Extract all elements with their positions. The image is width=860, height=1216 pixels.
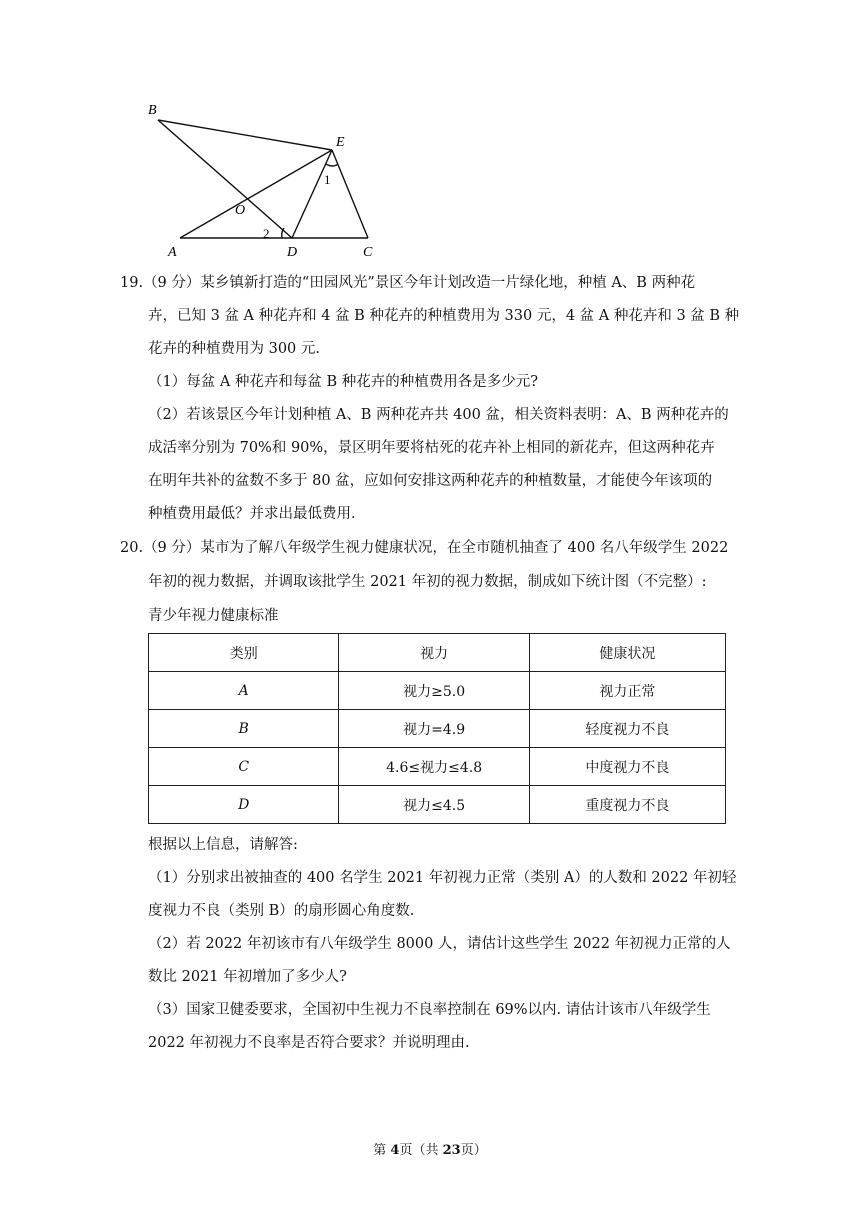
q19-part2-line-3: 在明年共补的盆数不多于 80 盆，应如何安排这两种花卉的种植数量，才能使今年该项的 xyxy=(148,473,713,489)
table-cell-category: D xyxy=(149,786,339,824)
footer-page-number: 4 xyxy=(390,1143,400,1158)
table-header-vision: 视力 xyxy=(339,634,529,672)
label-O: O xyxy=(235,203,246,218)
table-cell-health: 轻度视力不良 xyxy=(529,710,725,748)
footer-prefix: 第 xyxy=(373,1143,391,1158)
q20-part1-line-2: 度视力不良（类别 B）的扇形圆心角度数. xyxy=(148,903,415,919)
table-cell-category: B xyxy=(149,710,339,748)
table-cell-vision: 4.6≤视力≤4.8 xyxy=(339,748,529,786)
q19-line-2: 卉，已知 3 盆 A 种花卉和 4 盆 B 种花卉的种植费用为 330 元，4 盆 A 种花卉和 3 盆 B 种 xyxy=(148,308,740,324)
label-E: E xyxy=(336,135,345,150)
q19-part2-line-2: 成活率分别为 70%和 90%，景区明年要将枯死的花卉补上相同的新花卉，但这两种花卉 xyxy=(148,440,715,456)
page-footer xyxy=(0,1139,860,1158)
table-row xyxy=(149,672,726,710)
footer-suffix: 页） xyxy=(460,1143,487,1158)
segment-DE xyxy=(292,150,332,238)
q20-score: （9 分） xyxy=(143,540,201,556)
q20-intro: 根据以上信息，请解答: xyxy=(148,837,298,853)
q19-score: （9 分） xyxy=(143,275,201,291)
table-header-health: 健康状况 xyxy=(529,634,725,672)
q20-part2-line-2: 数比 2021 年初增加了多少人? xyxy=(148,969,347,985)
q20-line-1: 某市为了解八年级学生视力健康状况，在全市随机抽查了 400 名八年级学生 2022 xyxy=(200,540,729,556)
label-angle-2: 2 xyxy=(263,226,270,241)
label-C: C xyxy=(363,245,373,260)
segment-AE xyxy=(180,150,332,238)
table-header-category: 类别 xyxy=(149,634,339,672)
label-D: D xyxy=(287,245,298,260)
segment-BD xyxy=(158,120,292,238)
label-B: B xyxy=(148,103,157,118)
table-cell-health: 中度视力不良 xyxy=(529,748,725,786)
q19-part2-line-4: 种植费用最低？并求出最低费用. xyxy=(148,506,356,522)
geometry-figure xyxy=(140,98,400,268)
q19-part1: （1）每盆 A 种花卉和每盆 B 种花卉的种植费用各是多少元? xyxy=(148,374,539,390)
q20-part1-line-1: （1）分别求出被抽查的 400 名学生 2021 年初视力正常（类别 A）的人数和 2022 年初轻 xyxy=(148,870,737,886)
table-cell-vision: 视力≥5.0 xyxy=(339,672,529,710)
q20-part3-line-2: 2022 年初视力不良率是否符合要求？并说明理由. xyxy=(148,1035,470,1051)
table-cell-health: 重度视力不良 xyxy=(529,786,725,824)
table-cell-category: C xyxy=(149,748,339,786)
footer-middle: 页（共 xyxy=(399,1143,443,1158)
table-header-row xyxy=(149,634,726,672)
label-angle-1: 1 xyxy=(324,172,331,187)
segment-BE xyxy=(158,120,332,150)
table-cell-category: A xyxy=(149,672,339,710)
q20-part2-line-1: （2）若 2022 年初该市有八年级学生 8000 人，请估计这些学生 2022 年初视力正常的人 xyxy=(148,936,731,952)
table-row xyxy=(149,710,726,748)
segment-EC xyxy=(332,150,368,238)
footer-total-pages: 23 xyxy=(442,1143,461,1158)
q19-number: 19. xyxy=(120,275,144,291)
table-cell-vision: 视力=4.9 xyxy=(339,710,529,748)
q19-part2-line-1: （2）若该景区今年计划种植 A、B 两种花卉共 400 盆，相关资料表明：A、B 两种花卉的 xyxy=(148,407,729,423)
table-row xyxy=(149,748,726,786)
q20-part3-line-1: （3）国家卫健委要求，全国初中生视力不良率控制在 69%以内. 请估计该市八年级学生 xyxy=(148,1002,711,1018)
table-cell-vision: 视力≤4.5 xyxy=(339,786,529,824)
table-row xyxy=(149,786,726,824)
q20-line-2: 年初的视力数据，并调取该批学生 2021 年初的视力数据，制成如下统计图（不完整）: xyxy=(148,574,707,590)
q19-line-1: 某乡镇新打造的“田园风光”景区今年计划改造一片绿化地，种植 A、B 两种花 xyxy=(200,275,696,291)
table-cell-health: 视力正常 xyxy=(529,672,725,710)
vision-standard-table xyxy=(148,633,726,824)
q20-table-title: 青少年视力健康标准 xyxy=(148,608,279,624)
angle-1-arc xyxy=(326,164,338,166)
label-A: A xyxy=(168,245,177,260)
q20-number: 20. xyxy=(120,540,144,556)
q19-line-3: 花卉的种植费用为 300 元. xyxy=(148,341,321,357)
